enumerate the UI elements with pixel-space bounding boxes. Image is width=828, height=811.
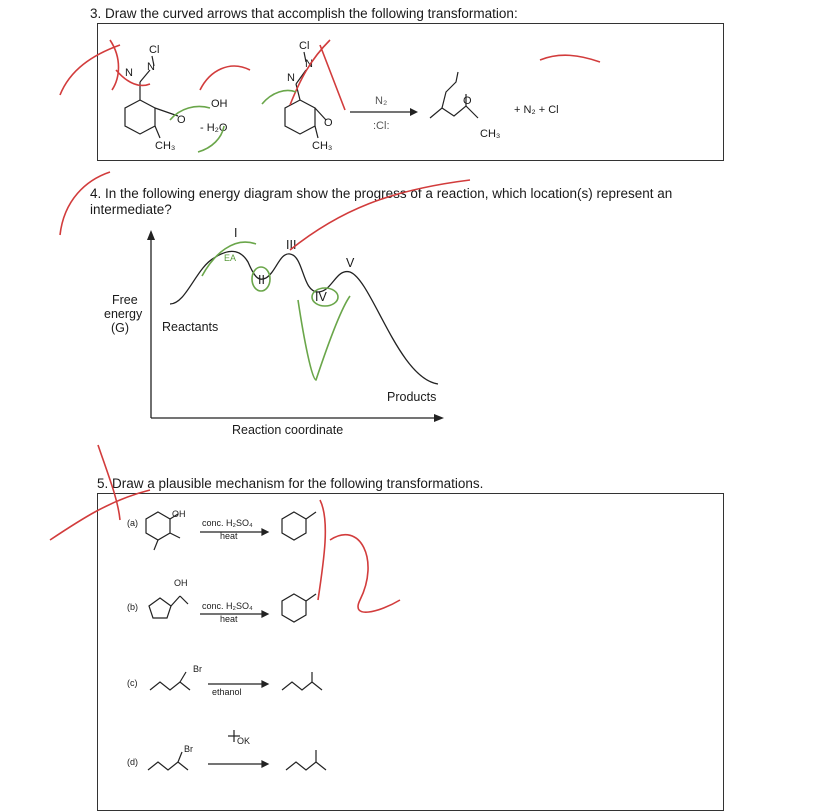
- energy-handwriting: [60, 172, 470, 380]
- x-axis-label: Reaction coordinate: [232, 423, 344, 437]
- q3-minus-water: - H₂O: [200, 122, 228, 134]
- q5-part-a-structures: [146, 512, 316, 550]
- y-axis-label-line-1: Free: [112, 293, 138, 307]
- q5-handwritten-marks: [50, 445, 400, 612]
- q5-part-b-structures: [149, 594, 316, 622]
- part-c-substituent: Br: [193, 664, 202, 674]
- part-c-label: (c): [127, 678, 138, 688]
- part-a-reagent-bottom: heat: [220, 531, 238, 541]
- products-label: Products: [387, 390, 437, 404]
- q3-handwritten-marks: [60, 40, 600, 152]
- q3-n-label-3: N: [287, 72, 295, 84]
- q3-byproducts: + N₂ + Cl: [514, 104, 559, 116]
- q3-o-label-2: O: [324, 117, 333, 129]
- part-b-reagent-bottom: heat: [220, 614, 238, 624]
- q3-oh-label: OH: [211, 98, 228, 110]
- part-d-reagent-top: OK: [237, 736, 251, 746]
- part-a-substituent: OH: [172, 509, 186, 519]
- reactants-label: Reactants: [162, 320, 219, 334]
- q4-title-line-1: 4. In the following energy diagram show the progress of a reaction, which location(s) represent an: [90, 186, 673, 201]
- point-label-4: IV: [315, 290, 327, 304]
- part-c-reagent-bottom: ethanol: [212, 687, 242, 697]
- q5-part-c-structures: [150, 672, 322, 690]
- q5-title: 5. Draw a plausible mechanism for the following transformations.: [97, 476, 484, 491]
- part-a-label: (a): [127, 518, 138, 528]
- point-label-1: I: [234, 226, 238, 240]
- part-d-label: (d): [127, 757, 138, 767]
- q3-reaction-arrow: [350, 108, 418, 116]
- q3-cl-label: Cl: [149, 44, 160, 56]
- q3-cl-label-2: Cl: [299, 40, 310, 52]
- y-axis-label-line-2: energy: [104, 307, 143, 321]
- point-label-3: III: [286, 238, 297, 252]
- q3-n-label-4: N: [305, 58, 313, 70]
- q3-o-label-1: O: [177, 114, 186, 126]
- q3-arrow-bottom-label: :Cl:: [373, 120, 390, 132]
- energy-axes: [147, 230, 444, 422]
- part-b-substituent: OH: [174, 578, 188, 588]
- part-b-label: (b): [127, 602, 138, 612]
- part-d-substituent: Br: [184, 744, 193, 754]
- q3-intermediate-structure: [285, 52, 326, 138]
- q3-ch3-label-3: CH₃: [480, 128, 501, 140]
- q3-o-label-3: O: [463, 95, 472, 107]
- q3-n-label-2: N: [147, 61, 155, 73]
- point-label-2: II: [258, 273, 265, 287]
- q3-title: 3. Draw the curved arrows that accomplish the following transformation:: [90, 6, 518, 21]
- ea-annotation: EA: [224, 253, 237, 263]
- q3-ch3-label-1: CH₃: [155, 140, 176, 152]
- point-label-5: V: [346, 256, 355, 270]
- energy-curve: [170, 251, 438, 384]
- q5-part-d-structures: [148, 730, 326, 770]
- q3-arrow-top-label: N₂: [375, 95, 388, 107]
- part-a-reagent-top: conc. H₂SO₄: [202, 518, 253, 528]
- q3-reactant-structure: [125, 56, 178, 138]
- q3-n-label-1: N: [125, 67, 133, 79]
- q4-title-line-2: intermediate?: [90, 202, 172, 217]
- y-axis-label-line-3: (G): [111, 321, 130, 335]
- q3-product-structure: [430, 72, 478, 118]
- part-b-reagent-top: conc. H₂SO₄: [202, 601, 253, 611]
- q3-ch3-label-2: CH₃: [312, 140, 333, 152]
